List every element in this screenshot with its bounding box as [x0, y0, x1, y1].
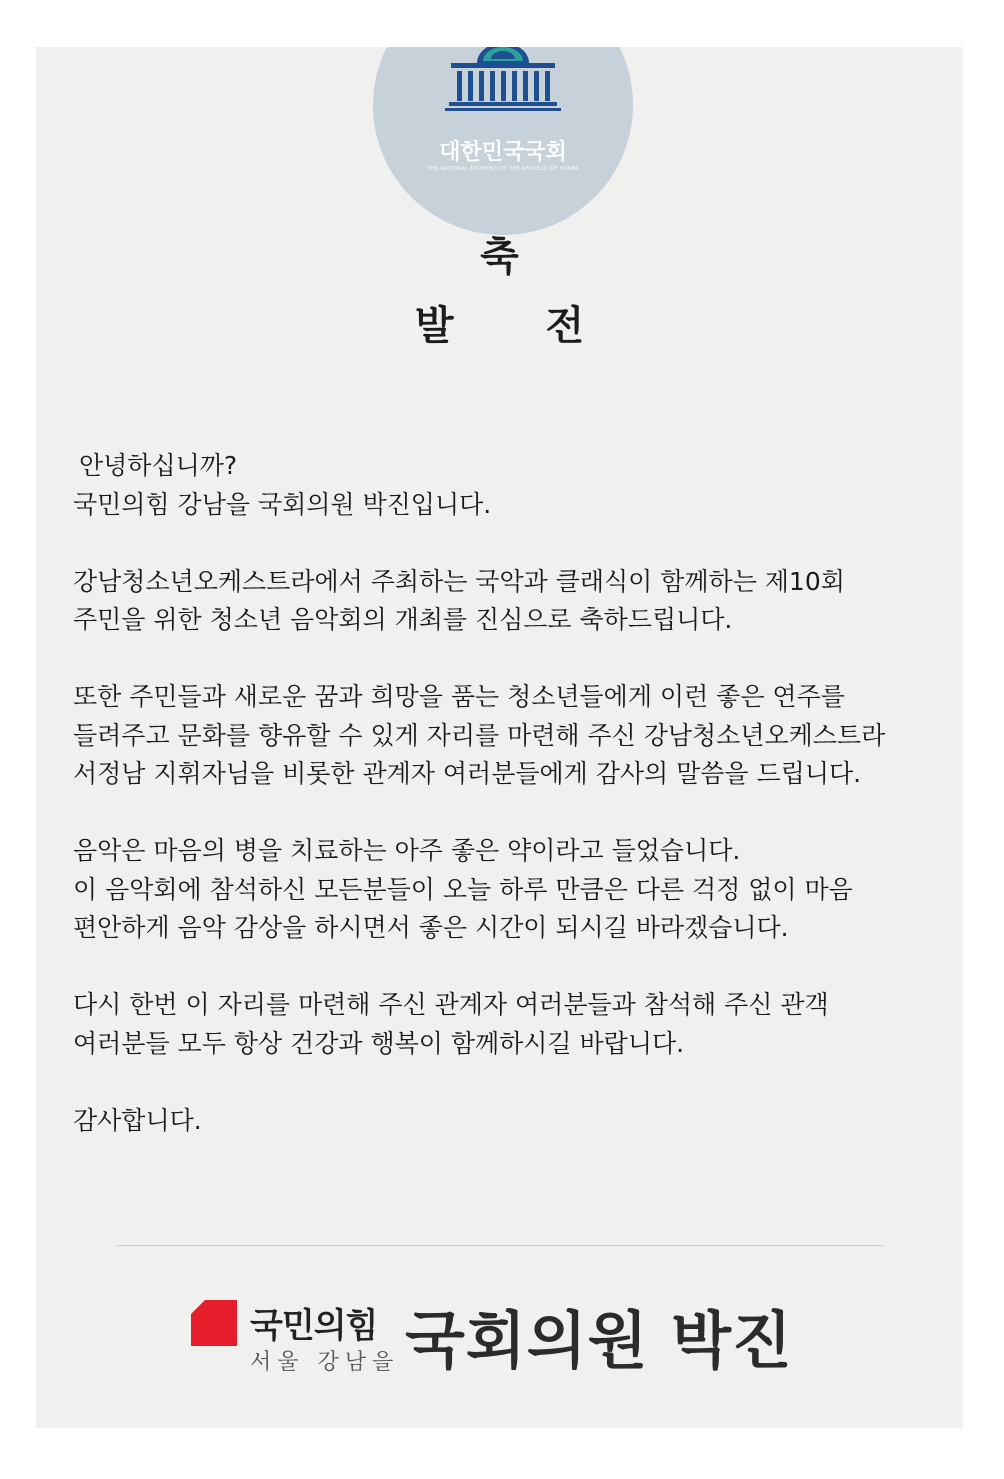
title-word-right: 전: [545, 303, 585, 349]
title-word-left: 발: [414, 303, 454, 349]
paragraph-3: [73, 832, 953, 948]
paragraph-line: 서정남 지휘자님을 비롯한 관계자 여러분들에게 감사의 말씀을 드립니다.: [73, 759, 862, 788]
footer-divider: [117, 1245, 883, 1246]
national-assembly-emblem: [373, 47, 633, 235]
emblem-name: 대한민국국회: [439, 140, 567, 165]
closing-line: 감사합니다.: [73, 1105, 202, 1135]
party-logo-icon: [191, 1300, 239, 1346]
district-name: 서울 강남을: [250, 1350, 400, 1375]
intro-line: 국민의힘 강남을 국회의원 박진입니다.: [73, 489, 492, 519]
letter-body: [73, 447, 953, 1179]
letter-sheet: [36, 47, 963, 1428]
paragraph-line: 강남청소년오케스트라에서 주최하는 국악과 클래식이 함께하는 제10회: [73, 566, 845, 596]
title-line2: [36, 294, 963, 351]
greeting-line: 안녕하십니까?: [79, 451, 238, 480]
party-name: 국민의힘: [250, 1306, 378, 1346]
paragraph-2: [73, 678, 953, 794]
paragraph-line: 또한 주민들과 새로운 꿈과 희망을 품는 청소년들에게 이런 좋은 연주를: [73, 682, 845, 711]
paragraph-line: 들려주고 문화를 향유할 수 있게 자리를 마련해 주신 강남청소년오케스트라: [73, 720, 886, 750]
paragraph-line: 이 음악회에 참석하신 모든분들이 오늘 하루 만큼은 다른 걱정 없이 마음: [73, 874, 853, 904]
emblem-subtitle: THE NATIONAL ASSEMBLY OF THE REPUBLIC OF KOREA: [427, 166, 579, 172]
title-line1: 축: [480, 234, 519, 280]
paragraph-1: [73, 563, 953, 640]
paragraph-line: 편안하게 음악 감상을 하시면서 좋은 시간이 되시길 바라겠습니다.: [73, 913, 789, 942]
paragraph-line: 음악은 마음의 병을 치료하는 아주 좋은 약이라고 들었습니다.: [73, 836, 741, 865]
paragraph-line: 다시 한번 이 자리를 마련해 주신 관계자 여러분들과 참석해 주신 관객: [73, 990, 829, 1019]
paragraph-line: 여러분들 모두 항상 건강과 행복이 함께하시길 바랍니다.: [73, 1028, 685, 1058]
paragraph-line: 주민을 위한 청소년 음악회의 개최를 진심으로 축하드립니다.: [73, 605, 733, 634]
paragraph-4: [73, 986, 953, 1063]
member-name: 국회의원 박진: [405, 1304, 793, 1377]
